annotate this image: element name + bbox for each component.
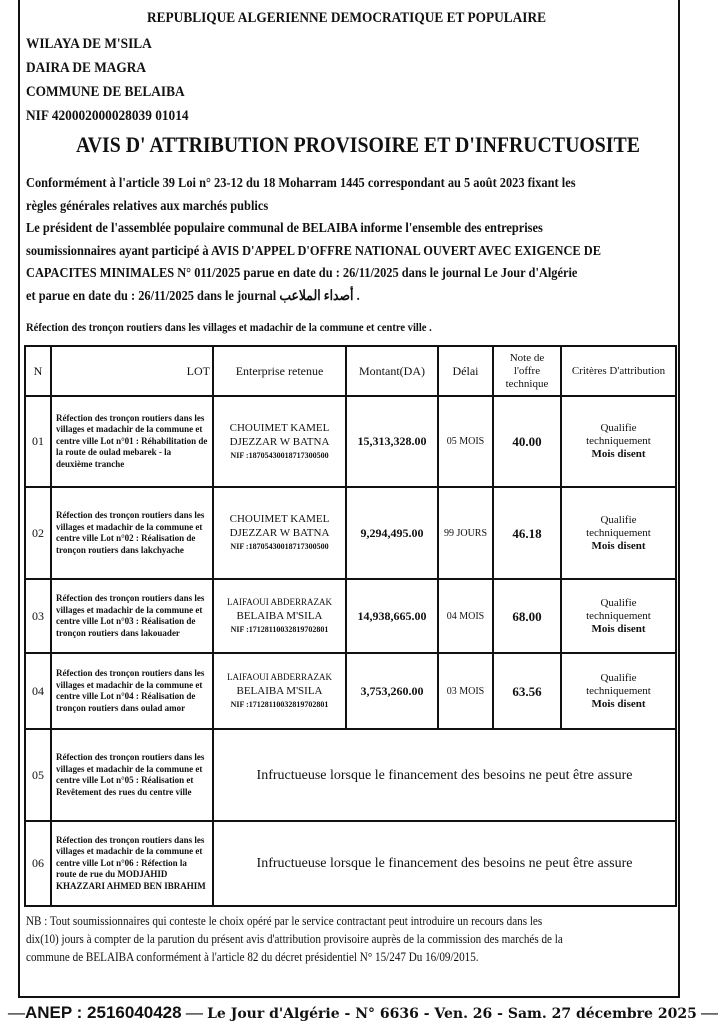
row-number: 01 [25, 396, 51, 487]
col-header: Note de l'offre technique [493, 346, 561, 396]
infructueux-cell: Infructueuse lorsque le financement des besoins ne peut être assure [213, 729, 676, 821]
table-row-infructueux [25, 729, 676, 821]
enterprise-location: BELAIBA M'SILA [236, 685, 323, 697]
criteria-cell [561, 396, 676, 487]
score-cell: 63.56 [493, 653, 561, 729]
criteria-line: Mois disent [591, 697, 646, 710]
amount-cell: 14,938,665.00 [346, 579, 438, 653]
enterprise-nif: NIF :18705430018717300500 [230, 542, 329, 551]
journal-issue: Le Jour d'Algérie - N° 6636 - Ven. 26 - Sam. 27 décembre 2025 [207, 1006, 697, 1022]
nif-line: NIF 420002000028039 01014 [26, 108, 189, 124]
enterprise-name: LAIFAOUI ABDERRAZAK [226, 597, 333, 607]
criteria-line: techniquement [586, 684, 651, 697]
col-header: Délai [438, 346, 493, 396]
anep-number: ANEP : 2516040428 [25, 1003, 182, 1022]
table-header-row [25, 346, 676, 396]
criteria-line: Mois disent [591, 539, 646, 552]
enterprise-cell [213, 396, 346, 487]
wilaya-line: WILAYA DE M'SILA [26, 36, 152, 52]
delay-cell: 04 MOIS [438, 579, 493, 653]
enterprise-cell [213, 579, 346, 653]
table-row-infructueux [25, 821, 676, 906]
row-number: 02 [25, 487, 51, 579]
criteria-line: Qualifie [600, 513, 637, 526]
table-row [25, 653, 676, 729]
criteria-line: techniquement [586, 526, 651, 539]
lot-cell: Réfection des tronçon routiers dans les villages et madachir de la commune et centre ville Lot n°05 : Réalisation et Revêtement des rues du centre ville [51, 729, 213, 821]
intro-line: et parue en date du : 26/11/2025 dans le journal أصداء الملاعب . [26, 288, 360, 304]
amount-cell: 3,753,260.00 [346, 653, 438, 729]
delay-cell: 03 MOIS [438, 653, 493, 729]
delay-cell: 99 JOURS [438, 487, 493, 579]
lot-cell: Réfection des tronçon routiers dans les villages et madachir de la commune et centre ville Lot n°02 : Réalisation de tronçon routiers dans lakchyache [51, 487, 213, 579]
infructueux-cell: Infructueuse lorsque le financement des besoins ne peut être assure [213, 821, 676, 906]
enterprise-name: CHOUIMET KAMEL [229, 513, 330, 525]
lot-cell: Réfection des tronçon routiers dans les villages et madachir de la commune et centre ville Lot n°03 : Réalisation de tronçon routiers dans lakouader [51, 579, 213, 653]
enterprise-nif: NIF :17128110032819702801 [230, 700, 329, 709]
criteria-line: Qualifie [600, 596, 637, 609]
intro-line: Conformément à l'article 39 Loi n° 23-12 du 18 Moharram 1445 correspondant au 5 août 2023 fixant les [26, 176, 576, 191]
nb-line: commune de BELAIBA conformément à l'article 82 du décret présidentiel N° 15/247 Du 16/09/2015. [26, 950, 479, 964]
intro-line: soumissionnaires ayant participé à AVIS D'APPEL D'OFFRE NATIONAL OUVERT AVEC EXIGENCE DE [26, 243, 602, 259]
amount-cell: 15,313,328.00 [346, 396, 438, 487]
attribution-table [24, 345, 677, 907]
lot-cell: Réfection des tronçon routiers dans les villages et madachir de la commune et centre ville Lot n°06 : Réfection la route de rue du MODJAHID KHAZZARI AHMED BEN IBRAHIM [51, 821, 213, 906]
nb-line: dix(10) jours à compter de la parution du présent avis d'attribution provisoire auprès de la commission des marchés de la [26, 932, 563, 946]
enterprise-name: LAIFAOUI ABDERRAZAK [226, 672, 333, 682]
enterprise-location: DJEZZAR W BATNA [229, 435, 330, 448]
score-cell: 46.18 [493, 487, 561, 579]
table-row [25, 487, 676, 579]
criteria-line: Mois disent [591, 622, 646, 635]
table-row [25, 579, 676, 653]
col-header: Enterprise retenue [213, 346, 346, 396]
score-cell: 40.00 [493, 396, 561, 487]
notice-title: AVIS D' ATTRIBUTION PROVISOIRE ET D'INFRUCTUOSITE [76, 132, 640, 157]
enterprise-cell [213, 653, 346, 729]
lot-cell: Réfection des tronçon routiers dans les villages et madachir de la commune et centre ville Lot n°01 : Réhabilitation de la route de oulad mebarek - la deuxième tranche [51, 396, 213, 487]
publication-footer: —ANEP : 2516040428 — Le Jour d'Algérie - N° 6636 - Ven. 26 - Sam. 27 décembre 2025 — [8, 1003, 718, 1022]
criteria-cell [561, 653, 676, 729]
criteria-line: techniquement [586, 435, 651, 447]
enterprise-location: DJEZZAR W BATNA [229, 527, 330, 539]
criteria-line: Qualifie [600, 671, 637, 684]
intro-line: Le président de l'assemblée populaire communal de BELAIBA informe l'ensemble des entreprises [26, 221, 543, 236]
criteria-cell [561, 487, 676, 579]
intro-line: CAPACITES MINIMALES N° 011/2025 parue en date du : 26/11/2025 dans le journal Le Jour d'Algérie [26, 266, 578, 281]
amount-cell: 9,294,495.00 [346, 487, 438, 579]
enterprise-name: CHOUIMET KAMEL [229, 421, 330, 434]
criteria-line: Qualifie [600, 422, 637, 434]
intro-paragraph [26, 173, 663, 308]
criteria-cell [561, 579, 676, 653]
enterprise-cell [213, 487, 346, 579]
commune-line: COMMUNE DE BELAIBA [26, 84, 185, 100]
row-number: 05 [25, 729, 51, 821]
row-number: 03 [25, 579, 51, 653]
nb-line: NB : Tout soumissionnaires qui conteste le choix opéré par le service contractant peut introduire un recours dans les [26, 914, 543, 928]
enterprise-nif: NIF :18705430018717300500 [230, 450, 329, 460]
delay-cell: 05 MOIS [438, 396, 493, 487]
enterprise-nif: NIF :17128110032819702801 [230, 625, 329, 634]
row-number: 04 [25, 653, 51, 729]
subject-line: Réfection des tronçon routiers dans les villages et madachir de la commune et centre ville . [26, 320, 432, 334]
daira-line: DAIRA DE MAGRA [26, 60, 147, 76]
table-row [25, 396, 676, 487]
row-number: 06 [25, 821, 51, 906]
criteria-line: techniquement [586, 609, 651, 622]
lot-cell: Réfection des tronçon routiers dans les villages et madachir de la commune et centre ville Lot n°04 : Réalisation de tronçon routiers dans oulad amor [51, 653, 213, 729]
col-header: Montant(DA) [346, 346, 438, 396]
enterprise-location: BELAIBA M'SILA [236, 610, 323, 622]
col-header: Critères D'attribution [561, 346, 676, 396]
criteria-line: Mois disent [591, 448, 646, 460]
score-cell: 68.00 [493, 579, 561, 653]
col-header: LOT [51, 346, 213, 396]
col-header: N [25, 346, 51, 396]
nb-note [26, 912, 563, 966]
republic-heading: REPUBLIQUE ALGERIENNE DEMOCRATIQUE ET POPULAIRE [147, 10, 547, 26]
intro-line: règles générales relatives aux marchés publics [26, 198, 269, 214]
